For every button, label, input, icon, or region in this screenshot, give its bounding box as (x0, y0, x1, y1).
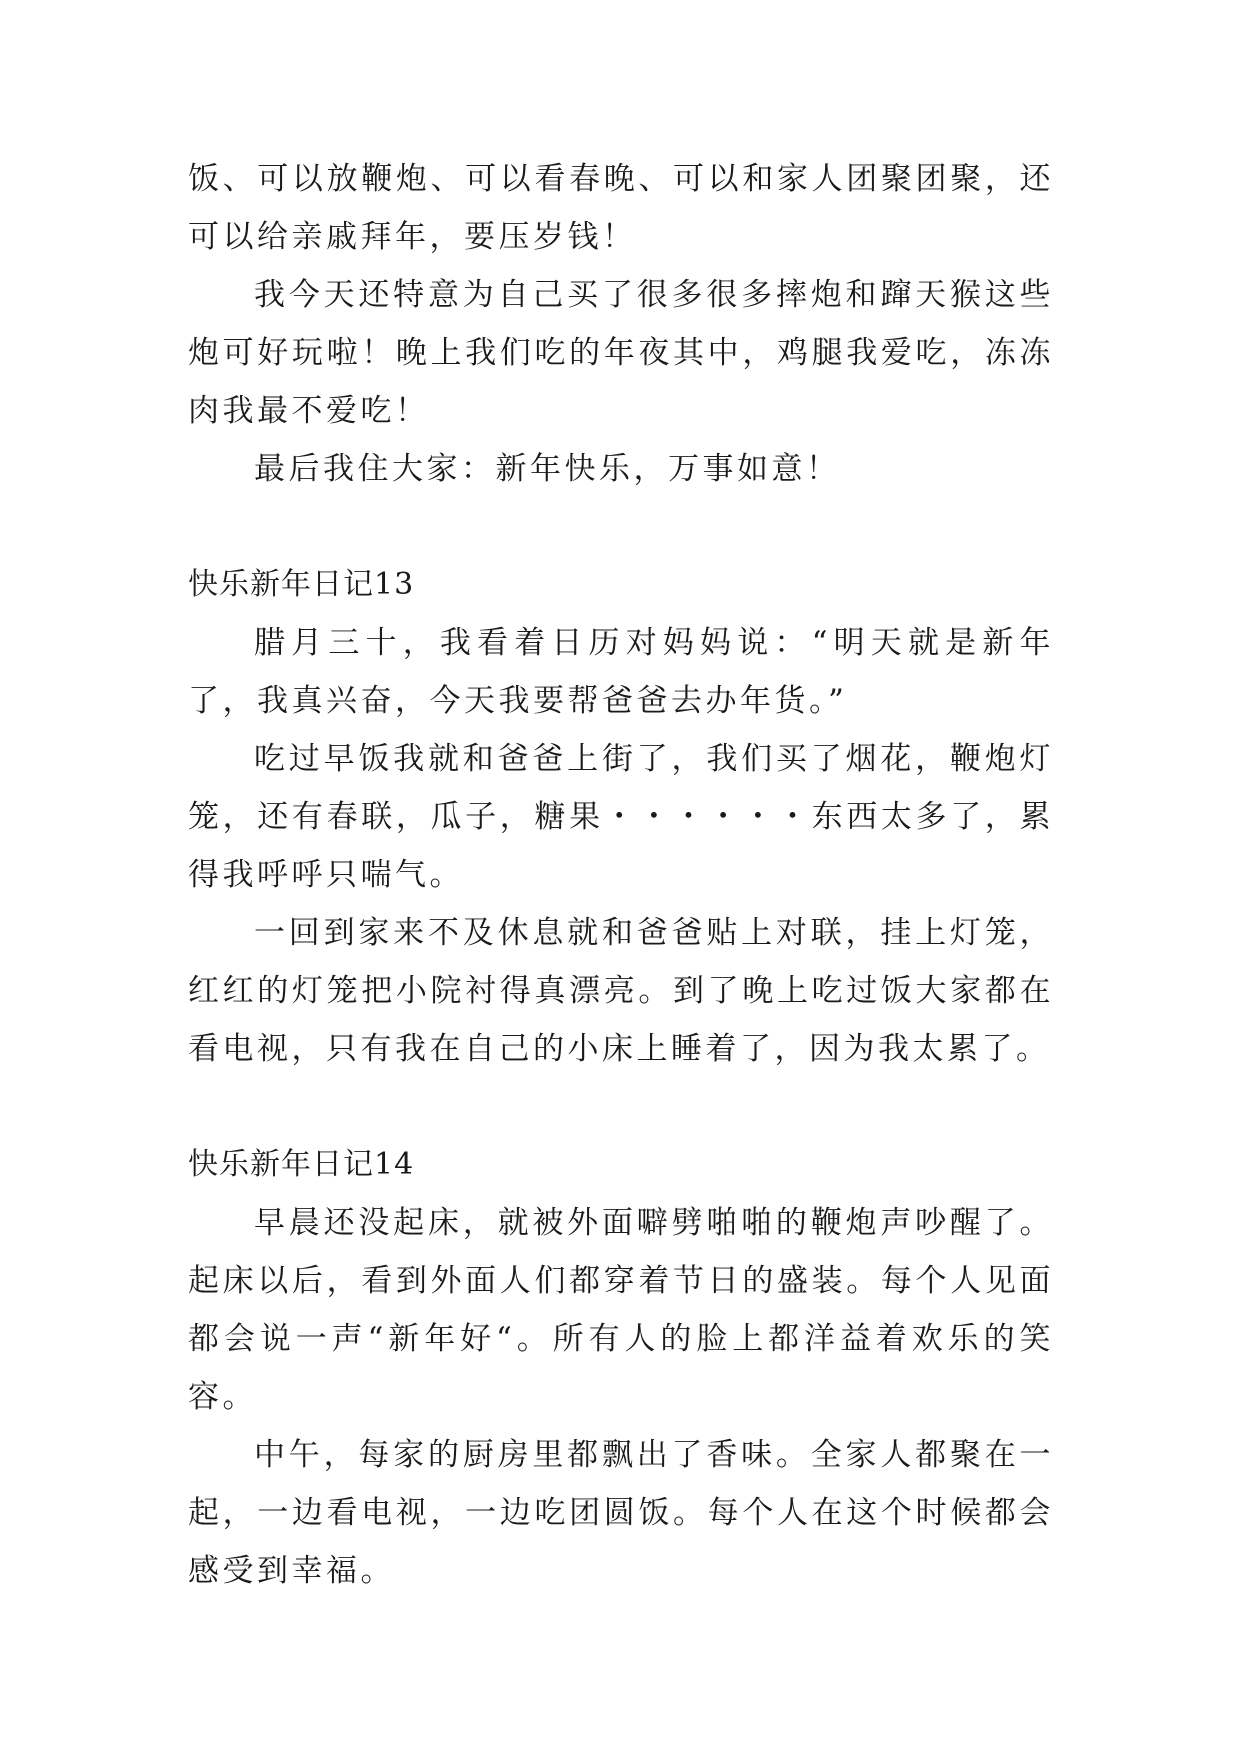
diary-13-paragraph-2: 吃过早饭我就和爸爸上街了，我们买了烟花，鞭炮灯笼，还有春联，瓜子，糖果・・・・・・东西太多了，累得我呼呼只喘气。 (188, 741, 1054, 893)
diary-14-title: 快乐新年日记14 (188, 1147, 415, 1182)
diary-13-title: 快乐新年日记13 (188, 567, 415, 602)
intro-paragraph-3: 最后我住大家：新年快乐，万事如意！ (254, 451, 841, 487)
diary-13-paragraph-3: 一回到家来不及休息就和爸爸贴上对联，挂上灯笼，红红的灯笼把小院衬得真漂亮。到了晚上吃过饭大家都在看电视，只有我在自己的小床上睡着了，因为我太累了。 (188, 915, 1054, 1067)
document-page (188, 150, 1054, 1600)
diary-14-paragraph-1: 早晨还没起床，就被外面噼劈啪啪的鞭炮声吵醒了。起床以后，看到外面人们都穿着节日的盛装。每个人见面都会说一声“新年好“。所有人的脸上都洋益着欢乐的笑容。 (188, 1205, 1054, 1415)
diary-14-paragraph-2: 中午，每家的厨房里都飘出了香味。全家人都聚在一起，一边看电视，一边吃团圆饭。每个人在这个时候都会感受到幸福。 (188, 1437, 1054, 1589)
intro-paragraph-2: 我今天还特意为自己买了很多很多摔炮和蹿天猴这些炮可好玩啦！晚上我们吃的年夜其中，鸡腿我爱吃，冻冻肉我最不爱吃！ (188, 277, 1054, 429)
diary-13-paragraph-1: 腊月三十，我看着日历对妈妈说：“明天就是新年了，我真兴奋，今天我要帮爸爸去办年货。” (188, 625, 1054, 719)
intro-continuation-paragraph: 饭、可以放鞭炮、可以看春晚、可以和家人团聚团聚，还可以给亲戚拜年，要压岁钱！ (188, 161, 1054, 255)
section-spacer (188, 1078, 1054, 1136)
section-spacer (188, 498, 1054, 556)
